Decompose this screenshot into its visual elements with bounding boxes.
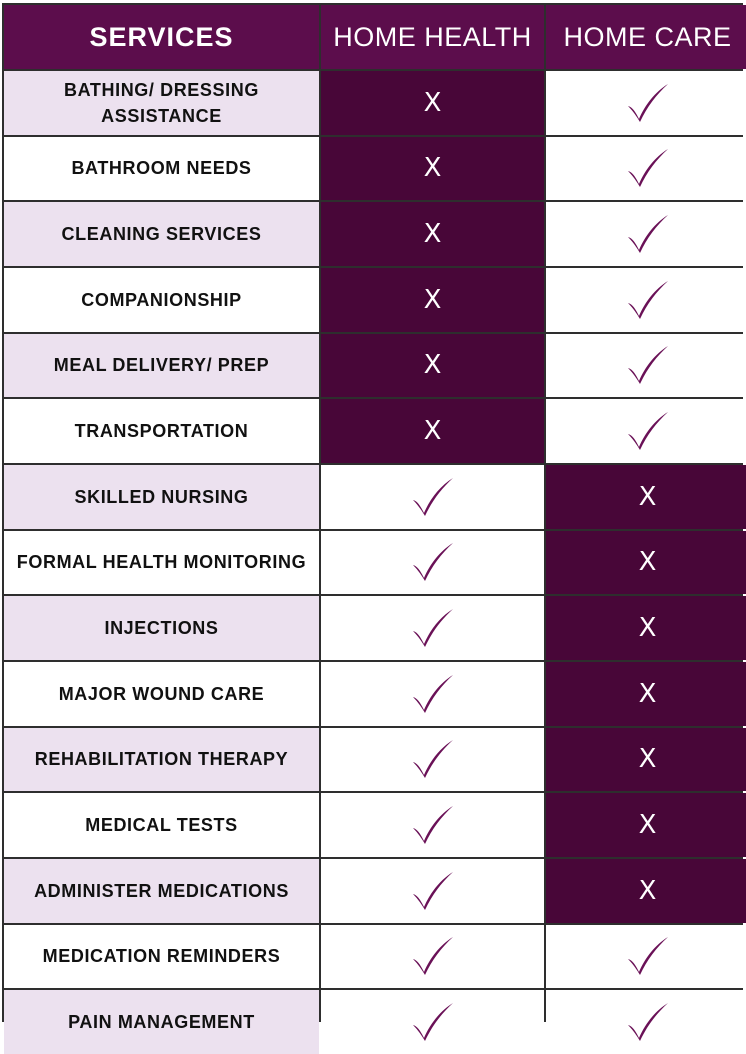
header-services: SERVICES <box>4 5 319 69</box>
checkmark-icon <box>410 540 456 584</box>
home-health-cell <box>321 202 544 266</box>
home-health-cell <box>321 465 544 529</box>
home-care-cell <box>546 859 746 923</box>
service-label: REHABILITATION THERAPY <box>4 728 319 792</box>
home-care-cell <box>546 925 746 989</box>
service-label: INJECTIONS <box>4 596 319 660</box>
x-mark-icon: X <box>423 87 442 118</box>
checkmark-icon <box>625 343 671 387</box>
home-care-cell <box>546 334 746 398</box>
x-mark-icon: X <box>423 153 442 184</box>
home-care-cell <box>546 399 746 463</box>
checkmark-icon <box>625 278 671 322</box>
home-health-cell <box>321 268 544 332</box>
home-care-cell <box>546 465 746 529</box>
home-health-cell <box>321 137 544 201</box>
service-label: MEAL DELIVERY/ PREP <box>4 334 319 398</box>
home-care-cell <box>546 202 746 266</box>
header-home-health: HOME HEALTH <box>321 5 544 69</box>
service-label: TRANSPORTATION <box>4 399 319 463</box>
home-care-cell <box>546 662 746 726</box>
home-health-cell <box>321 859 544 923</box>
home-health-cell <box>321 728 544 792</box>
x-mark-icon: X <box>638 547 657 578</box>
service-label: PAIN MANAGEMENT <box>4 990 319 1054</box>
x-mark-icon: X <box>423 284 442 315</box>
checkmark-icon <box>410 934 456 978</box>
x-mark-icon: X <box>638 875 657 906</box>
home-health-cell <box>321 334 544 398</box>
service-label: ADMINISTER MEDICATIONS <box>4 859 319 923</box>
checkmark-icon <box>625 934 671 978</box>
x-mark-icon: X <box>638 744 657 775</box>
x-mark-icon: X <box>638 810 657 841</box>
service-label: BATHROOM NEEDS <box>4 137 319 201</box>
x-mark-icon: X <box>423 219 442 250</box>
home-care-cell <box>546 71 746 135</box>
home-health-cell <box>321 71 544 135</box>
home-care-cell <box>546 268 746 332</box>
checkmark-icon <box>410 737 456 781</box>
checkmark-icon <box>410 803 456 847</box>
x-mark-icon: X <box>638 613 657 644</box>
home-health-cell <box>321 990 544 1054</box>
home-health-cell <box>321 662 544 726</box>
checkmark-icon <box>625 81 671 125</box>
service-label: COMPANIONSHIP <box>4 268 319 332</box>
home-health-cell <box>321 399 544 463</box>
service-label: SKILLED NURSING <box>4 465 319 529</box>
header-home-care: HOME CARE <box>546 5 746 69</box>
checkmark-icon <box>625 409 671 453</box>
checkmark-icon <box>410 606 456 650</box>
checkmark-icon <box>410 475 456 519</box>
home-care-cell <box>546 531 746 595</box>
home-health-cell <box>321 925 544 989</box>
checkmark-icon <box>410 672 456 716</box>
services-comparison-table <box>2 3 743 1033</box>
home-care-cell <box>546 728 746 792</box>
service-label: MAJOR WOUND CARE <box>4 662 319 726</box>
home-care-cell <box>546 596 746 660</box>
home-care-cell <box>546 793 746 857</box>
service-label: MEDICATION REMINDERS <box>4 925 319 989</box>
checkmark-icon <box>410 869 456 913</box>
x-mark-icon: X <box>638 678 657 709</box>
x-mark-icon: X <box>423 350 442 381</box>
home-health-cell <box>321 596 544 660</box>
home-health-cell <box>321 793 544 857</box>
service-label: CLEANING SERVICES <box>4 202 319 266</box>
home-health-cell <box>321 531 544 595</box>
service-label: MEDICAL TESTS <box>4 793 319 857</box>
home-care-cell <box>546 137 746 201</box>
home-care-cell <box>546 990 746 1054</box>
service-label: FORMAL HEALTH MONITORING <box>4 531 319 595</box>
x-mark-icon: X <box>423 416 442 447</box>
service-label: BATHING/ DRESSING ASSISTANCE <box>4 71 319 135</box>
checkmark-icon <box>625 212 671 256</box>
checkmark-icon <box>625 146 671 190</box>
checkmark-icon <box>410 1000 456 1044</box>
checkmark-icon <box>625 1000 671 1044</box>
x-mark-icon: X <box>638 481 657 512</box>
